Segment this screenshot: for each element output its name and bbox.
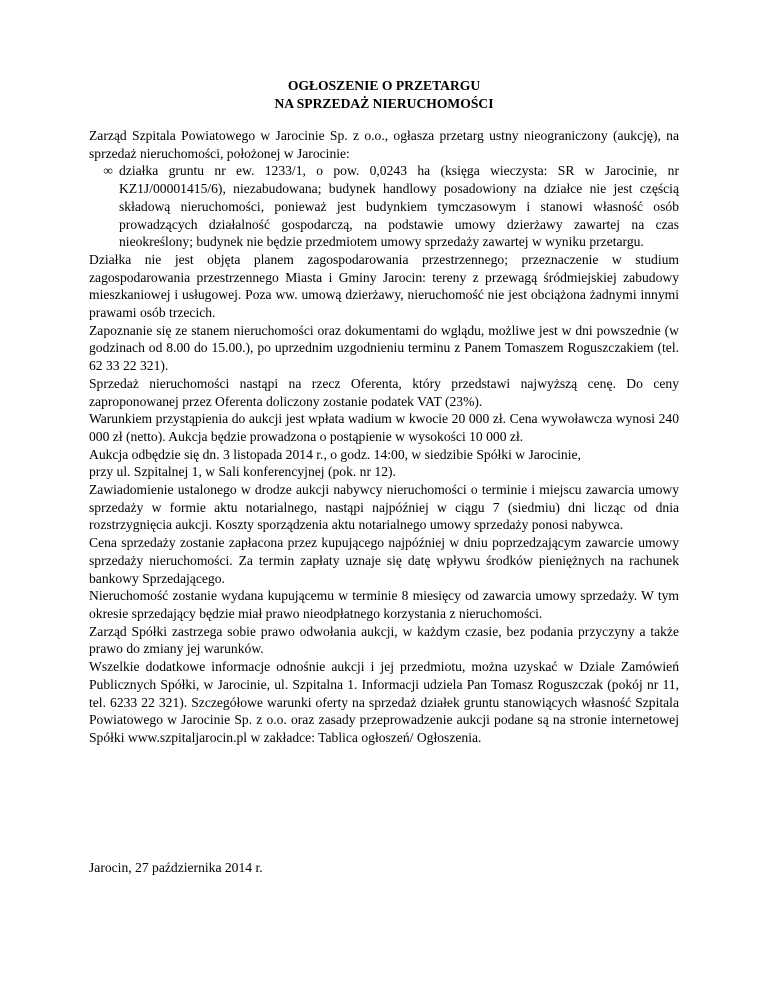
paragraph-notification: Zawiadomienie ustalonego w drodze aukcji nabywcy nieruchomości o terminie i miejscu zawarcia umowy sprzedaży w formie aktu notarialnego, nastąpi najpóźniej w ciągu 7 (siedmiu) dni licząc od dnia rozstrzygnięcia aukcji. Koszty sporządzenia aktu notarialnego umowy sprzedaży ponosi nabywca. bbox=[89, 482, 679, 533]
paragraph-contact-info: Wszelkie dodatkowe informacje odnośnie aukcji i jej przedmiotu, można uzyskać w Dziale Zamówień Publicznych Spółki, w Jarocinie, ul. Szpitalna 1. Informacji udziela Pan Tomasz Roguszczak (pokój nr 11, tel. 6233 22 321). Szczegółowe warunki oferty na sprzedaż działek gruntu stanowiących własność Szpitala Powiatowego w Jarocinie Sp. z o.o. oraz zasady przeprowadzenie aukcji podane są na stronie internetowej Spółki www.szpitaljarocin.pl w zakładce: Tablica ogłoszeń/ Ogłoszenia. bbox=[89, 659, 679, 745]
list-item bbox=[89, 162, 679, 251]
infinity-bullet-icon: ∞ bbox=[103, 163, 113, 179]
list-item-text: działka gruntu nr ew. 1233/1, o pow. 0,0243 ha (księga wieczysta: SR w Jarocinie, nr KZ1J/00001415/6), niezabudowana; budynek handlowy posadowiony na działce nie jest częścią składową nieruchomości, ponieważ jest budynkiem tymczasowym i stanowi własność osób prowadzących działalność gospodarczą, na podstawie umowy dzierżawy zawartej na czas nieokreślony; budynek nie będzie przedmiotem umowy sprzedaży zawartej w wyniku przetargu. bbox=[119, 163, 679, 250]
paragraph-cancellation: Zarząd Spółki zastrzega sobie prawo odwołania aukcji, w każdym czasie, bez podania przyczyny a także prawo do zmiany jej warunków. bbox=[89, 623, 679, 657]
paragraph-deposit: Warunkiem przystąpienia do aukcji jest wpłata wadium w kwocie 20 000 zł. Cena wywoławcza wynosi 240 000 zł (netto). Aukcja będzie prowadzona o postąpienie w wysokości 10 000 zł. bbox=[89, 411, 679, 444]
paragraph-sale-terms: Sprzedaż nieruchomości nastąpi na rzecz Oferenta, który przedstawi najwyższą cenę. Do ceny zaproponowanej przez Oferenta doliczony zostanie podatek VAT (23%). bbox=[89, 375, 679, 409]
paragraph-viewing: Zapoznanie się ze stanem nieruchomości oraz dokumentami do wglądu, możliwe jest w dni powszednie (w godzinach od 8.00 do 15.00.), po uprzednim uzgodnieniu terminu z Panem Tomaszem Roguszczakiem (tel. 62 33 22 321). bbox=[89, 322, 679, 374]
title-line-2: NA SPRZEDAŻ NIERUCHOMOŚCI bbox=[274, 95, 494, 111]
auction-location-line: przy ul. Szpitalnej 1, w Sali konferencyjnej (pok. nr 12). bbox=[89, 464, 396, 480]
paragraph-handover: Nieruchomość zostanie wydana kupującemu w terminie 8 miesięcy od zawarcia umowy sprzedaży. W tym okresie sprzedający będzie miał prawo nieodpłatnego korzystania z nieruchomości. bbox=[89, 588, 679, 621]
paragraph-zoning: Działka nie jest objęta planem zagospodarowania przestrzennego; przeznaczenie w studium zagospodarowania przestrzennego Miasta i Gminy Jarocin: tereny z przewagą śródmiejskiej zabudowy mieszkaniowej i usługowej. Poza ww. umową dzierżawy, nieruchomość nie jest obciążona żadnymi innymi prawami osób trzecich. bbox=[89, 251, 679, 321]
paragraph-payment: Cena sprzedaży zostanie zapłacona przez kupującego najpóźniej w dniu poprzedzającym zawarcie umowy sprzedaży nieruchomości. Za termin zapłaty uznaje się datę wpływu środków pieniężnych na rachunek bankowy Sprzedającego. bbox=[89, 535, 679, 586]
document-body bbox=[89, 127, 679, 747]
title-line-1: OGŁOSZENIE O PRZETARGU bbox=[287, 78, 481, 93]
place-and-date: Jarocin, 27 października 2014 r. bbox=[89, 860, 263, 875]
document-title bbox=[89, 77, 679, 112]
paragraph-auction-date bbox=[89, 446, 679, 481]
intro-paragraph: Zarząd Szpitala Powiatowego w Jarocinie Sp. z o.o., ogłasza przetarg ustny nieograniczony (aukcję), na sprzedaż nieruchomości, położonej w Jarocinie: bbox=[89, 128, 679, 161]
auction-date-line: Aukcja odbędzie się dn. 3 listopada 2014 r., o godz. 14:00, w siedzibie Spółki w Jarocinie, bbox=[89, 446, 581, 462]
